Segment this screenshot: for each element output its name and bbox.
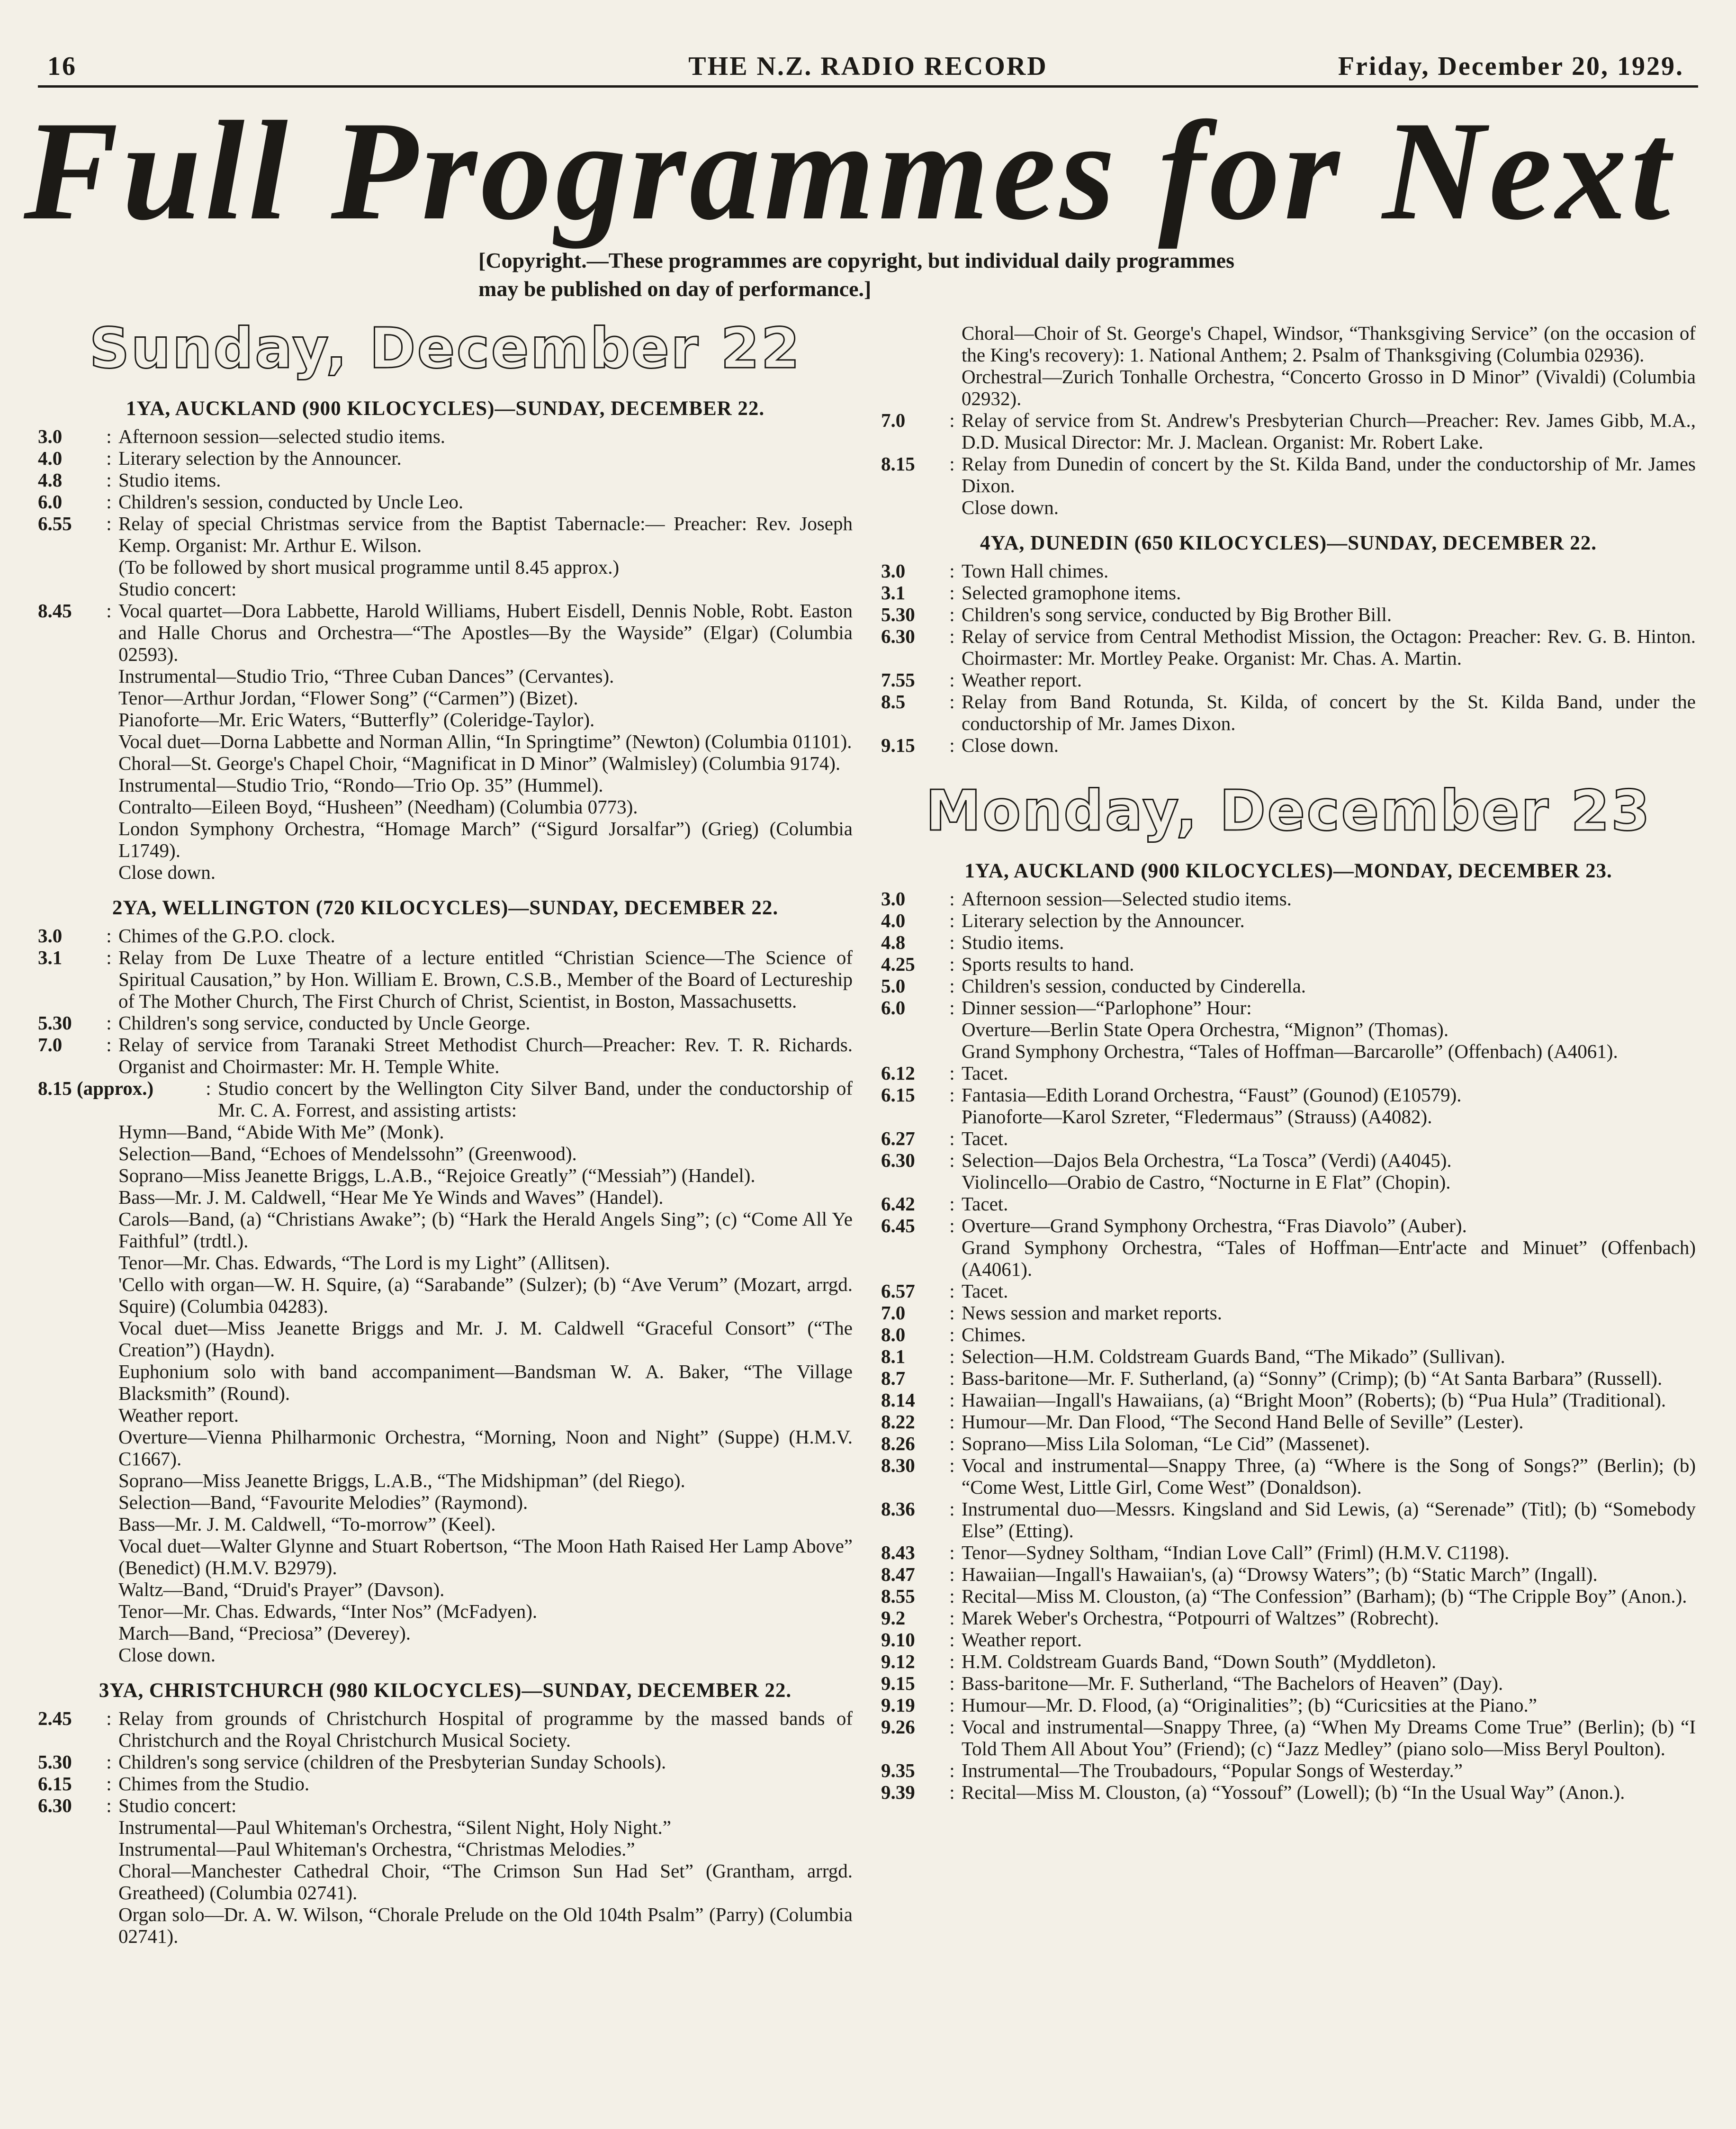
entry-text: Children's song service, conducted by Big Brother Bill. [962, 604, 1392, 625]
entry-colon: : [206, 1077, 211, 1099]
entry-text: Children's song service, conducted by Uncle George. [118, 1012, 531, 1034]
entry-text: Literary selection by the Announcer. [118, 447, 402, 469]
entry-time: 9.12 [881, 1651, 915, 1672]
programme-entry [881, 975, 1696, 997]
entry-colon: : [949, 1324, 955, 1345]
entry-time: 7.0 [881, 1302, 906, 1324]
entry-time: 8.45 [38, 600, 72, 622]
entry-time: 9.19 [881, 1694, 915, 1716]
programme-subitem: Instrumental—Studio Trio, “Three Cuban Dances” (Cervantes). [118, 665, 614, 687]
entry-text: Dinner session—“Parlophone” Hour: [962, 997, 1252, 1019]
programme-entry [38, 1751, 853, 1773]
programme-subitem: Hymn—Band, “Abide With Me” (Monk). [118, 1121, 444, 1143]
entry-colon: : [106, 1795, 112, 1816]
entry-time: 3.0 [881, 560, 906, 582]
entry-text: Relay of special Christmas service from the Baptist Tabernacle:— Preacher: Rev. Joseph Kemp. Organist: Mr. Arthur E. Wilson. [118, 513, 853, 556]
programme-entry [881, 1454, 1696, 1498]
programme-subitem: Waltz—Band, “Druid's Prayer” (Davson). [118, 1579, 445, 1600]
programme-entry [881, 1149, 1696, 1171]
entry-colon: : [949, 1672, 955, 1694]
programme-subitem: Tenor—Arthur Jordan, “Flower Song” (“Carmen”) (Bizet). [118, 687, 578, 709]
programme-entry [881, 1607, 1696, 1629]
station-programme [38, 425, 853, 883]
programme-entry [881, 931, 1696, 953]
programme-entry [38, 1034, 853, 1077]
entry-text: Close down. [962, 734, 1059, 756]
entry-colon: : [949, 1759, 955, 1781]
left-column [38, 313, 853, 1947]
entry-text: Vocal quartet—Dora Labbette, Harold Williams, Hubert Eisdell, Dennis Noble, Robt. Easton and Halle Chorus and Orchestra—“The Apostles—By the Wayside” (Elgar) (Columbia 02593). [118, 600, 853, 665]
entry-text: Relay of service from St. Andrew's Presbyterian Church—Preacher: Rev. James Gibb, M.A., D.D. Musical Director: Mr. J. Maclean. Organist: Mr. Robert Lake. [962, 409, 1696, 453]
programme-entry [881, 953, 1696, 975]
programme-entry [881, 910, 1696, 931]
programme-subitem: Instrumental—Paul Whiteman's Orchestra, “Silent Night, Holy Night.” [118, 1816, 671, 1838]
entry-text: Humour—Mr. D. Flood, (a) “Originalities”; (b) “Curicsities at the Piano.” [962, 1694, 1537, 1716]
entry-colon: : [949, 997, 955, 1019]
entry-time: 8.15 [881, 453, 915, 475]
entry-text: Selection—Dajos Bela Orchestra, “La Tosca” (Verdi) (A4045). [962, 1149, 1452, 1171]
entry-text: Chimes from the Studio. [118, 1773, 310, 1795]
programme-entry [881, 1629, 1696, 1651]
entry-time: 8.26 [881, 1433, 915, 1454]
right-stations [881, 532, 1696, 756]
entry-time: 4.25 [881, 953, 915, 975]
entry-time: 6.0 [38, 491, 63, 513]
entry-time: 6.0 [881, 997, 906, 1019]
programme-subitem: Contralto—Eileen Boyd, “Husheen” (Needham) (Columbia 0773). [118, 796, 638, 818]
entry-colon: : [949, 1149, 955, 1171]
entry-time: 4.8 [38, 469, 63, 491]
programme-entry [881, 1389, 1696, 1411]
entry-colon: : [949, 975, 955, 997]
programme-entry [38, 447, 853, 469]
entry-colon: : [949, 453, 955, 475]
programme-entry [38, 469, 853, 491]
programme-subitem: Bass—Mr. J. M. Caldwell, “To-morrow” (Keel). [118, 1513, 496, 1535]
entry-colon: : [949, 953, 955, 975]
programme-entry [38, 425, 853, 447]
entry-text: Tacet. [962, 1193, 1008, 1215]
programme-subitem: Soprano—Miss Jeanette Briggs, L.A.B., “The Midshipman” (del Riego). [118, 1470, 685, 1491]
programme-subitem: Vocal duet—Walter Glynne and Stuart Robertson, “The Moon Hath Raised Her Lamp Above” (Benedict) (H.M.V. B2979). [118, 1535, 853, 1579]
entry-time: 9.2 [881, 1607, 906, 1629]
entry-colon: : [949, 1367, 955, 1389]
entry-text: Studio concert by the Wellington City Silver Band, under the conductorship of Mr. C. A. Forrest, and assisting artists: [218, 1077, 853, 1121]
entry-colon: : [106, 1034, 112, 1055]
entry-colon: : [949, 669, 955, 691]
programme-entry [881, 1759, 1696, 1781]
programme-entry [881, 1367, 1696, 1389]
entry-text: Instrumental—The Troubadours, “Popular Songs of Westerday.” [962, 1759, 1463, 1781]
programme-subitem: Selection—Band, “Echoes of Mendelssohn” (Greenwood). [118, 1143, 577, 1164]
entry-time: 7.55 [881, 669, 915, 691]
issue-date: Friday, December 20, 1929. [1338, 52, 1684, 81]
entry-colon: : [949, 582, 955, 604]
entry-text: News session and market reports. [962, 1302, 1222, 1324]
entry-time: 8.43 [881, 1542, 915, 1563]
programme-entry [38, 1707, 853, 1751]
entry-colon: : [949, 1128, 955, 1149]
programme-subitem: Vocal duet—Miss Jeanette Briggs and Mr. J. M. Caldwell “Graceful Consort” (“The Creation”) (Haydn). [118, 1317, 853, 1361]
entry-time: 4.0 [38, 447, 63, 469]
entry-colon: : [106, 513, 112, 534]
entry-time: 4.8 [881, 931, 906, 953]
entry-colon: : [949, 1084, 955, 1106]
entry-text: Children's song service (children of the Presbyterian Sunday Schools). [118, 1751, 666, 1773]
entry-text: Town Hall chimes. [962, 560, 1109, 582]
programme-entry [881, 669, 1696, 691]
programme-entry [881, 888, 1696, 910]
entry-text: Weather report. [962, 1629, 1082, 1651]
entry-time: 3.0 [38, 425, 63, 447]
entry-text: Children's session, conducted by Uncle Leo. [118, 491, 464, 513]
entry-colon: : [949, 910, 955, 931]
programme-subitem: Instrumental—Studio Trio, “Rondo—Trio Op. 35” (Hummel). [118, 774, 603, 796]
entry-time: 6.12 [881, 1062, 915, 1084]
entry-text: Bass-baritone—Mr. F. Sutherland, “The Bachelors of Heaven” (Day). [962, 1672, 1503, 1694]
station-heading: 1YA, AUCKLAND (900 KILOCYCLES)—SUNDAY, DECEMBER 22. [126, 397, 765, 420]
entry-colon: : [949, 1694, 955, 1716]
entry-colon: : [106, 947, 112, 968]
programme-entry [881, 1062, 1696, 1084]
station-heading: 1YA, AUCKLAND (900 KILOCYCLES)—MONDAY, DECEMBER 23. [964, 860, 1612, 882]
entry-time: 9.15 [881, 734, 915, 756]
programme-subitem: Choral—Manchester Cathedral Choir, “The Crimson Sun Had Set” (Grantham, arrgd. Greatheed) (Columbia 02741). [118, 1860, 853, 1903]
programme-subitem: Violincello—Orabio de Castro, “Nocturne in E Flat” (Chopin). [962, 1171, 1451, 1193]
entry-colon: : [949, 734, 955, 756]
entry-time: 7.0 [38, 1034, 63, 1055]
entry-colon: : [106, 1751, 112, 1773]
programme-subitem: Carols—Band, (a) “Christians Awake”; (b) “Hark the Herald Angels Sing”; (c) “Come All Ye Faithful” (trdtl.). [118, 1208, 853, 1252]
programme-entry [881, 1781, 1696, 1803]
entry-time: 8.47 [881, 1563, 915, 1585]
entry-colon: : [949, 560, 955, 582]
entry-text: Selected gramophone items. [962, 582, 1181, 604]
entry-text: Marek Weber's Orchestra, “Potpourri of Waltzes” (Robrecht). [962, 1607, 1439, 1629]
entry-time: 7.0 [881, 409, 906, 431]
programme-subitem: Instrumental—Paul Whiteman's Orchestra, “Christmas Melodies.” [118, 1838, 635, 1860]
entry-text: Tacet. [962, 1128, 1008, 1149]
station-programme [38, 925, 853, 1666]
entry-time: 8.15 (approx.) [38, 1077, 154, 1099]
entry-time: 8.7 [881, 1367, 906, 1389]
programme-entry [881, 1345, 1696, 1367]
entry-text: Overture—Grand Symphony Orchestra, “Fras Diavolo” (Auber). [962, 1215, 1467, 1236]
entry-colon: : [949, 1498, 955, 1520]
programme-entry [881, 453, 1696, 496]
programme-entry [881, 1215, 1696, 1236]
programme-entry [38, 925, 853, 947]
programme-entry [38, 1012, 853, 1034]
entry-colon: : [949, 1302, 955, 1324]
programme-subitem: (To be followed by short musical programme until 8.45 approx.) [118, 556, 620, 578]
entry-text: Hawaiian—Ingall's Hawaiians, (a) “Bright Moon” (Roberts); (b) “Pua Hula” (Traditional). [962, 1389, 1666, 1411]
entry-colon: : [949, 1563, 955, 1585]
entry-colon: : [949, 691, 955, 713]
programme-entry [881, 997, 1696, 1019]
entry-time: 3.0 [38, 925, 63, 947]
entry-time: 6.57 [881, 1280, 915, 1302]
programme-entry [38, 947, 853, 1012]
programme-entry [38, 600, 853, 665]
page-number: 16 [47, 52, 77, 81]
entry-text: Literary selection by the Announcer. [962, 910, 1245, 931]
entry-colon: : [106, 600, 112, 622]
programme-subitem: Choral—St. George's Chapel Choir, “Magnificat in D Minor” (Walmisley) (Columbia 9174). [118, 752, 841, 774]
programme-entry [38, 513, 853, 556]
entry-colon: : [949, 1345, 955, 1367]
programme-entry [38, 1077, 853, 1121]
entry-colon: : [106, 425, 112, 447]
entry-colon: : [949, 409, 955, 431]
entry-text: Vocal and instrumental—Snappy Three, (a) “When My Dreams Come True” (Berlin); (b) “I Told Them All About You” (Friend); (c) “Jazz Medley” (piano solo—Miss Beryl Poulton). [962, 1716, 1696, 1759]
programme-entry [881, 1084, 1696, 1106]
entry-colon: : [949, 625, 955, 647]
programme-entry [881, 1563, 1696, 1585]
programme-subitem: Soprano—Miss Jeanette Briggs, L.A.B., “Rejoice Greatly” (“Messiah”) (Handel). [118, 1164, 756, 1186]
programme-subitem: Pianoforte—Karol Szreter, “Fledermaus” (Strauss) (A4082). [962, 1106, 1432, 1128]
running-title: THE N.Z. RADIO RECORD [688, 52, 1048, 81]
entry-time: 8.22 [881, 1411, 915, 1433]
programme-subitem: Overture—Vienna Philharmonic Orchestra, “Morning, Noon and Night” (Suppe) (H.M.V. C1667). [118, 1426, 853, 1470]
programme-entry [881, 1433, 1696, 1454]
entry-text: Studio concert: [118, 1795, 237, 1816]
programme-subitem: Grand Symphony Orchestra, “Tales of Hoffman—Barcarolle” (Offenbach) (A4061). [962, 1040, 1618, 1062]
entry-text: Afternoon session—selected studio items. [118, 425, 446, 447]
programme-subitem: Overture—Berlin State Opera Orchestra, “Mignon” (Thomas). [962, 1019, 1449, 1040]
entry-time: 6.30 [38, 1795, 72, 1816]
programme-subitem: Selection—Band, “Favourite Melodies” (Raymond). [118, 1491, 528, 1513]
entry-time: 6.27 [881, 1128, 915, 1149]
programme-entry [881, 1498, 1696, 1542]
entry-colon: : [949, 1280, 955, 1302]
entry-time: 9.26 [881, 1716, 915, 1738]
right-column [881, 322, 1696, 1803]
page-title: Full Programmes for Next [24, 92, 1674, 249]
programme-entry [881, 691, 1696, 734]
entry-colon: : [949, 888, 955, 910]
entry-colon: : [949, 1585, 955, 1607]
entry-colon: : [949, 1651, 955, 1672]
programme-entry [38, 491, 853, 513]
entry-time: 6.15 [38, 1773, 72, 1795]
entry-colon: : [949, 1781, 955, 1803]
entry-time: 8.55 [881, 1585, 915, 1607]
entry-colon: : [949, 604, 955, 625]
entry-time: 3.0 [881, 888, 906, 910]
entry-time: 6.15 [881, 1084, 915, 1106]
programme-entry [38, 1773, 853, 1795]
entry-text: Hawaiian—Ingall's Hawaiian's, (a) “Drowsy Waters”; (b) “Static March” (Ingall). [962, 1563, 1598, 1585]
entry-text: Soprano—Miss Lila Soloman, “Le Cid” (Massenet). [962, 1433, 1370, 1454]
entry-time: 9.35 [881, 1759, 915, 1781]
entry-colon: : [949, 1629, 955, 1651]
entry-colon: : [106, 1773, 112, 1795]
entry-time: 6.55 [38, 513, 72, 534]
entry-colon: : [106, 469, 112, 491]
programme-entry [881, 560, 1696, 582]
day-heading-monday: Monday, December 23 [925, 778, 1652, 843]
page-header [43, 51, 1693, 89]
programme-entry [881, 1694, 1696, 1716]
entry-text: Humour—Mr. Dan Flood, “The Second Hand Belle of Seville” (Lester). [962, 1411, 1524, 1433]
programme-subitem: London Symphony Orchestra, “Homage March” (“Sigurd Jorsalfar”) (Grieg) (Columbia L1749). [118, 818, 853, 861]
programme-subitem: Studio concert: [118, 578, 237, 600]
station-programme [38, 1707, 853, 1947]
programme-entry [881, 1716, 1696, 1759]
entry-text: Studio items. [118, 469, 221, 491]
entry-time: 3.1 [881, 582, 906, 604]
programme-subitem: Euphonium solo with band accompaniment—Bandsman W. A. Baker, “The Village Blacksmith” (Round). [118, 1361, 853, 1404]
day-heading-sunday: Sunday, December 22 [89, 316, 801, 381]
programme-entry [881, 1411, 1696, 1433]
entry-time: 5.30 [38, 1751, 72, 1773]
entry-time: 9.39 [881, 1781, 915, 1803]
programme-entry [881, 582, 1696, 604]
entry-text: Relay from Band Rotunda, St. Kilda, of concert by the St. Kilda Band, under the conductorship of Mr. James Dixon. [962, 691, 1696, 734]
entry-time: 8.14 [881, 1389, 915, 1411]
station-programme [881, 560, 1696, 756]
entry-time: 9.15 [881, 1672, 915, 1694]
entry-time: 3.1 [38, 947, 63, 968]
entry-time: 9.10 [881, 1629, 915, 1651]
entry-colon: : [949, 1542, 955, 1563]
programme-subitem: Weather report. [118, 1404, 239, 1426]
programme-entry [881, 604, 1696, 625]
programme-subitem: 'Cello with organ—W. H. Squire, (a) “Sarabande” (Sulzer); (b) “Ave Verum” (Mozart, arrgd. Squire) (Columbia 04283). [118, 1273, 853, 1317]
programme-subitem: Pianoforte—Mr. Eric Waters, “Butterfly” (Coleridge-Taylor). [118, 709, 595, 731]
programme-subitem: Close down. [962, 496, 1059, 518]
entry-colon: : [949, 1716, 955, 1738]
station-heading: 4YA, DUNEDIN (650 KILOCYCLES)—SUNDAY, DECEMBER 22. [980, 532, 1597, 554]
entry-text: Studio items. [962, 931, 1064, 953]
programme-entry [881, 1672, 1696, 1694]
programme-subitem: Grand Symphony Orchestra, “Tales of Hoffman—Entr'acte and Minuet” (Offenbach) (A4061). [962, 1236, 1696, 1280]
entry-time: 4.0 [881, 910, 906, 931]
programme-subitem: Close down. [118, 861, 216, 883]
entry-colon: : [949, 1411, 955, 1433]
programme-entry [881, 1585, 1696, 1607]
entry-time: 8.36 [881, 1498, 915, 1520]
entry-text: Weather report. [962, 669, 1082, 691]
programme-subitem: Vocal duet—Dorna Labbette and Norman Allin, “In Springtime” (Newton) (Columbia 01101). [118, 731, 852, 752]
entry-colon: : [949, 1193, 955, 1215]
entry-colon: : [949, 1215, 955, 1236]
programme-entry [881, 1302, 1696, 1324]
entry-text: H.M. Coldstream Guards Band, “Down South” (Myddleton). [962, 1651, 1437, 1672]
entry-time: 5.30 [38, 1012, 72, 1034]
programme-entry [38, 1795, 853, 1816]
header-rule [38, 85, 1698, 88]
programme-entry [881, 625, 1696, 669]
entry-text: Chimes of the G.P.O. clock. [118, 925, 335, 947]
programme-entry [881, 409, 1696, 453]
entry-time: 2.45 [38, 1707, 72, 1729]
programme-subitem: Tenor—Mr. Chas. Edwards, “Inter Nos” (McFadyen). [118, 1600, 538, 1622]
entry-time: 6.42 [881, 1193, 915, 1215]
monday-stations [881, 860, 1696, 1803]
spacer [881, 756, 1696, 775]
entry-colon: : [949, 1607, 955, 1629]
entry-text: Tacet. [962, 1280, 1008, 1302]
entry-text: Relay of service from Taranaki Street Methodist Church—Preacher: Rev. T. R. Richards. Organist and Choirmaster: Mr. H. Temple White. [118, 1034, 853, 1077]
entry-text: Relay from grounds of Christchurch Hospital of programme by the massed bands of Christchurch and the Royal Christchurch Musical Society. [118, 1707, 853, 1751]
entry-text: Instrumental duo—Messrs. Kingsland and Sid Lewis, (a) “Serenade” (Titl); (b) “Somebody Else” (Etting). [962, 1498, 1696, 1542]
entry-text: Vocal and instrumental—Snappy Three, (a) “Where is the Song of Songs?” (Berlin); (b) “Come West, Little Girl, Come West” (Donaldson). [962, 1454, 1696, 1498]
entry-text: Selection—H.M. Coldstream Guards Band, “The Mikado” (Sullivan). [962, 1345, 1505, 1367]
entry-colon: : [106, 925, 112, 947]
left-stations [38, 398, 853, 1947]
entry-time: 6.30 [881, 1149, 915, 1171]
station-heading: 2YA, WELLINGTON (720 KILOCYCLES)—SUNDAY, DECEMBER 22. [112, 897, 779, 919]
programme-entry [881, 1651, 1696, 1672]
programme-subitem: Orchestral—Zurich Tonhalle Orchestra, “Concerto Grosso in D Minor” (Vivaldi) (Columbia 02932). [962, 366, 1696, 409]
entry-text: Fantasia—Edith Lorand Orchestra, “Faust” (Gounod) (E10579). [962, 1084, 1462, 1106]
programme-subitem: Close down. [118, 1644, 216, 1666]
entry-text: Children's session, conducted by Cinderella. [962, 975, 1306, 997]
programme-entry [881, 734, 1696, 756]
entry-time: 8.5 [881, 691, 906, 713]
entry-text: Recital—Miss M. Clouston, (a) “The Confession” (Barham); (b) “The Cripple Boy” (Anon.). [962, 1585, 1687, 1607]
programme-subitem: Organ solo—Dr. A. W. Wilson, “Chorale Prelude on the Old 104th Psalm” (Parry) (Columbia 02741). [118, 1903, 853, 1947]
copyright-note: [Copyright.—These programmes are copyright, but individual daily programmes may be published on day of performance.] [478, 248, 1234, 301]
entry-colon: : [949, 931, 955, 953]
entry-text: Recital—Miss M. Clouston, (a) “Yossouf” (Lowell); (b) “In the Usual Way” (Anon.). [962, 1781, 1625, 1803]
entry-time: 5.30 [881, 604, 915, 625]
entry-time: 5.0 [881, 975, 906, 997]
entry-time: 8.30 [881, 1454, 915, 1476]
programme-entry [881, 1324, 1696, 1345]
programme-entry [881, 1280, 1696, 1302]
programme-entry [881, 1542, 1696, 1563]
entry-colon: : [106, 1707, 112, 1729]
programme-subitem: Tenor—Mr. Chas. Edwards, “The Lord is my Light” (Allitsen). [118, 1252, 610, 1273]
station-heading: 3YA, CHRISTCHURCH (980 KILOCYCLES)—SUNDAY, DECEMBER 22. [99, 1679, 792, 1702]
entry-colon: : [106, 491, 112, 513]
entry-text: Sports results to hand. [962, 953, 1134, 975]
station-programme [881, 888, 1696, 1803]
entry-text: Tacet. [962, 1062, 1008, 1084]
entry-time: 8.0 [881, 1324, 906, 1345]
entry-colon: : [949, 1062, 955, 1084]
entry-colon: : [106, 447, 112, 469]
entry-text: Relay from De Luxe Theatre of a lecture entitled “Christian Science—The Science of Spiritual Causation,” by Hon. William E. Brown, C.S.B., Member of the Board of Lectureship of The Mother Church, The First Church of Christ, Scientist, in Boston, Massachusetts. [118, 947, 853, 1012]
entry-text: Tenor—Sydney Soltham, “Indian Love Call” (Friml) (H.M.V. C1198). [962, 1542, 1510, 1563]
entry-text: Chimes. [962, 1324, 1026, 1345]
continuation-block [881, 322, 1696, 518]
entry-time: 6.45 [881, 1215, 915, 1236]
entry-text: Relay of service from Central Methodist Mission, the Octagon: Preacher: Rev. G. B. Hinton. Choirmaster: Mr. Mortley Peake. Organist: Mr. Chas. A. Martin. [962, 625, 1696, 669]
entry-text: Relay from Dunedin of concert by the St. Kilda Band, under the conductorship of Mr. James Dixon. [962, 453, 1696, 496]
entry-time: 6.30 [881, 625, 915, 647]
programme-subitem: March—Band, “Preciosa” (Deverey). [118, 1622, 411, 1644]
entry-time: 8.1 [881, 1345, 906, 1367]
entry-colon: : [949, 1433, 955, 1454]
programme-subitem: Bass—Mr. J. M. Caldwell, “Hear Me Ye Winds and Waves” (Handel). [118, 1186, 664, 1208]
entry-text: Bass-baritone—Mr. F. Sutherland, (a) “Sonny” (Crimp); (b) “At Santa Barbara” (Russell). [962, 1367, 1663, 1389]
entry-text: Afternoon session—Selected studio items. [962, 888, 1292, 910]
programme-entry [881, 1128, 1696, 1149]
entry-colon: : [949, 1454, 955, 1476]
entry-colon: : [106, 1012, 112, 1034]
programme-entry [881, 1193, 1696, 1215]
entry-colon: : [949, 1389, 955, 1411]
programme-subitem: Choral—Choir of St. George's Chapel, Windsor, “Thanksgiving Service” (on the occasion of the King's recovery): 1. National Anthem; 2. Psalm of Thanksgiving (Columbia 02936). [962, 322, 1696, 366]
